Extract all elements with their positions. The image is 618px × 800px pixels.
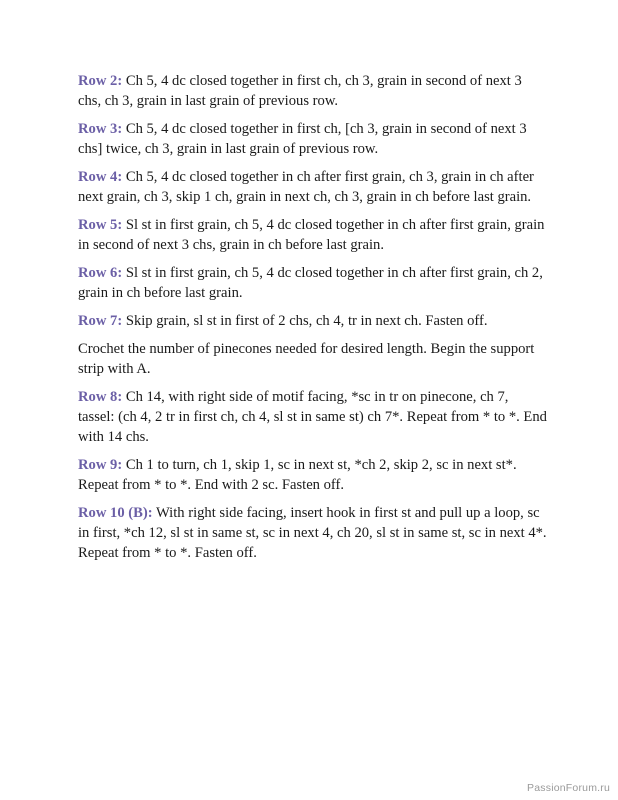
paragraph-row-3 <box>78 119 548 159</box>
paragraph-row-2 <box>78 71 548 111</box>
row-label: Row 3: <box>78 121 123 137</box>
paragraph-row-8 <box>78 387 548 447</box>
watermark: PassionForum.ru <box>527 782 610 794</box>
row-text: Ch 14, with right side of motif facing, *sc in tr on pinecone, ch 7, tassel: (ch 4, 2 tr in first ch, ch 4, sl st in same st) ch 7*. Repeat from * to *. End with 14 chs. <box>78 389 547 445</box>
paragraph-row-9 <box>78 455 548 495</box>
row-label: Row 5: <box>78 217 123 233</box>
row-label: Row 7: <box>78 313 123 329</box>
row-text: Ch 5, 4 dc closed together in first ch, ch 3, grain in second of next 3 chs, ch 3, grain in last grain of previous row. <box>78 73 522 109</box>
row-text: Skip grain, sl st in first of 2 chs, ch 4, tr in next ch. Fasten off. <box>122 313 488 329</box>
row-text: With right side facing, insert hook in first st and pull up a loop, sc in first, *ch 12, sl st in same st, sc in next 4, ch 20, sl st in same st, sc in next 4*. Repeat from * to *. Fasten off. <box>78 505 547 561</box>
paragraph-row-6 <box>78 263 548 303</box>
row-label: Row 9: <box>78 457 123 473</box>
instructions-body <box>78 71 548 571</box>
paragraph-row-7 <box>78 311 548 331</box>
row-label: Row 6: <box>78 265 123 281</box>
row-text: Crochet the number of pinecones needed for desired length. Begin the support strip with A. <box>78 341 535 377</box>
paragraph-note <box>78 339 548 379</box>
row-text: Ch 5, 4 dc closed together in ch after first grain, ch 3, grain in ch after next grain, ch 3, skip 1 ch, grain in next ch, ch 3, grain in ch before last grain. <box>78 169 534 205</box>
paragraph-row-4 <box>78 167 548 207</box>
row-text: Sl st in first grain, ch 5, 4 dc closed together in ch after first grain, grain in second of next 3 chs, grain in ch before last grain. <box>78 217 545 253</box>
row-text: Ch 1 to turn, ch 1, skip 1, sc in next st, *ch 2, skip 2, sc in next st*. Repeat from * to *. End with 2 sc. Fasten off. <box>78 457 517 493</box>
row-label: Row 8: <box>78 389 123 405</box>
row-label: Row 10 (B): <box>78 505 153 521</box>
row-label: Row 4: <box>78 169 123 185</box>
paragraph-row-10 <box>78 503 548 563</box>
row-label: Row 2: <box>78 73 123 89</box>
row-text: Ch 5, 4 dc closed together in first ch, [ch 3, grain in second of next 3 chs] twice, ch 3, grain in last grain of previous row. <box>78 121 527 157</box>
paragraph-row-5 <box>78 215 548 255</box>
row-text: Sl st in first grain, ch 5, 4 dc closed together in ch after first grain, ch 2, grain in ch before last grain. <box>78 265 543 301</box>
